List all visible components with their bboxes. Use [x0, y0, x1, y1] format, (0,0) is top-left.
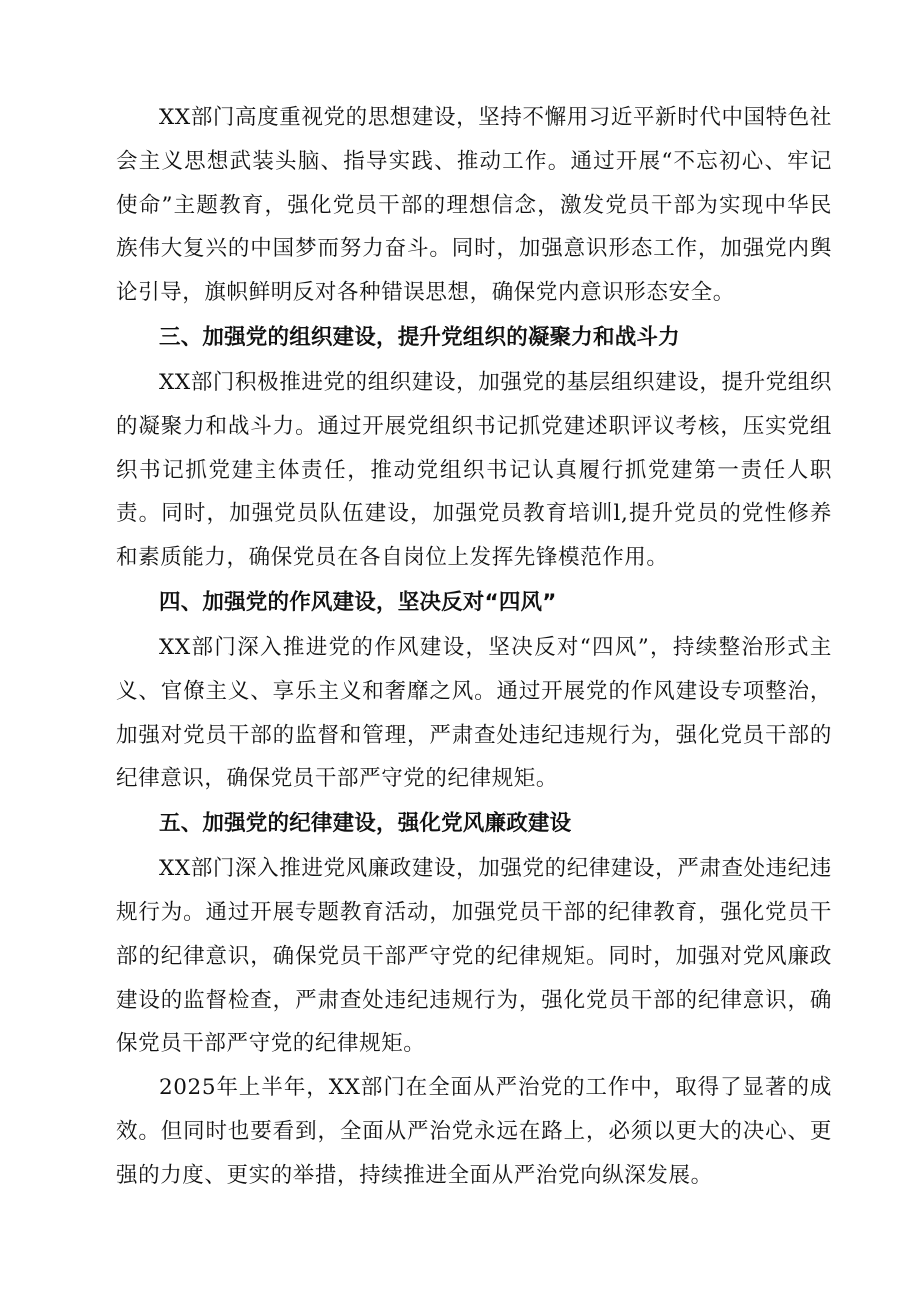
paragraph-work-style-building: XX部门深入推进党的作风建设，坚决反对“四风”，持续整治形式主义、官僚主义、享乐主义和奢靡之风。通过开展党的作风建设专项整治，加强对党员干部的监督和管理，严肃查处违纪违规行为，强化党员干部的纪律意识，确保党员干部严守党的纪律规矩。: [116, 634, 832, 792]
paragraph-summary: 2025年上半年，XX部门在全面从严治党的工作中，取得了显著的成效。但同时也要看到，全面从严治党永远在路上，必须以更大的决心、更强的力度、更实的举措，持续推进全面从严治党向纵深发展。: [116, 1075, 832, 1188]
paragraph-discipline-building: XX部门深入推进党风廉政建设，加强党的纪律建设，严肃查处违纪违规行为。通过开展专题教育活动，加强党员干部的纪律教育，强化党员干部的纪律意识，确保党员干部严守党的纪律规矩。同时，加强对党风廉政建设的监督检查，严肃查处违纪违规行为，强化党员干部的纪律意识，确保党员干部严守党的纪律规矩。: [116, 856, 832, 1057]
section-heading-discipline: 五、加强党的纪律建设，强化党风廉政建设: [159, 811, 572, 837]
section-heading-work-style: 四、加强党的作风建设，坚决反对“四风”: [159, 589, 557, 615]
section-heading-organization: 三、加强党的组织建设，提升党组织的凝聚力和战斗力: [159, 324, 680, 350]
paragraph-organization-building: XX部门积极推进党的组织建设，加强党的基层组织建设，提升党组织的凝聚力和战斗力。通过开展党组织书记抓党建述职评议考核，压实党组织书记抓党建主体责任，推动党组织书记认真履行抓党建第一责任人职责。同时，加强党员队伍建设，加强党员教育培训l,提升党员的党性修养和素质能力，确保党员在各自岗位上发挥先锋模范作用。: [116, 369, 832, 571]
document-body: [116, 96, 832, 1198]
paragraph-ideological-building: XX部门高度重视党的思想建设，坚持不懈用习近平新时代中国特色社会主义思想武装头脑、指导实践、推动工作。通过开展“不忘初心、牢记使命”主题教育，强化党员干部的理想信念，激发党员干部为实现中华民族伟大复兴的中国梦而努力奋斗。同时，加强意识形态工作，加强党内舆论引导，旗帜鲜明反对各种错误思想，确保党内意识形态安全。: [116, 105, 832, 306]
